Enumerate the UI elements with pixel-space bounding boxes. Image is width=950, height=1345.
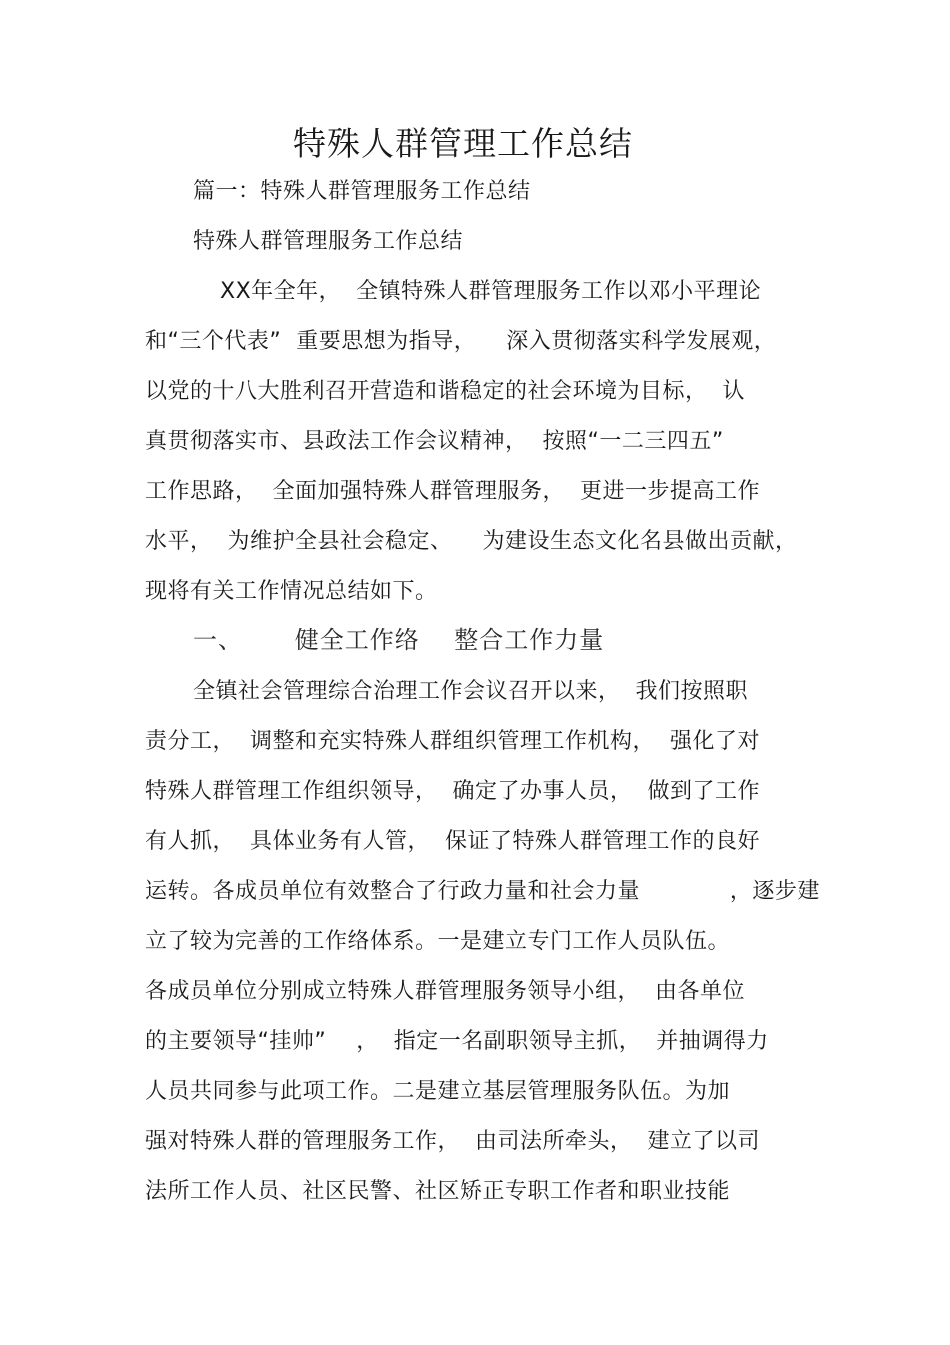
paragraph-line: 立了较为完善的工作络体系。一是建立专门工作人员队伍。	[145, 929, 731, 954]
paragraph-line: 人员共同参与此项工作。二是建立基层管理服务队伍。为加	[145, 1079, 731, 1104]
paragraph-line: 责分工， 调整和充实特殊人群组织管理工作机构， 强化了对	[145, 729, 760, 754]
paragraph-line: 法所工作人员、社区民警、社区矫正专职工作者和职业技能	[145, 1179, 731, 1204]
paragraph-line: 工作思路， 全面加强特殊人群管理服务， 更进一步提高工作	[145, 479, 760, 504]
paragraph-line: 各成员单位分别成立特殊人群管理服务领导小组， 由各单位	[145, 979, 745, 1004]
subtitle-line: 特殊人群管理服务工作总结	[193, 229, 464, 254]
paragraph-line: 强对特殊人群的管理服务工作， 由司法所牵头， 建立了以司	[145, 1129, 760, 1154]
paragraph-line: 特殊人群管理工作组织领导， 确定了办事人员， 做到了工作	[145, 779, 760, 804]
paragraph-line: 真贯彻落实市、县政法工作会议精神， 按照“一二三四五”	[145, 429, 724, 454]
document-title: 特殊人群管理工作总结	[293, 124, 633, 163]
paragraph-line: 全镇社会管理综合治理工作会议召开以来， 我们按照职	[193, 679, 748, 704]
paragraph-line: 运转。各成员单位有效整合了行政力量和社会力量 ，逐步建	[145, 879, 820, 904]
paragraph-line: 以党的十八大胜利召开营造和谐稳定的社会环境为目标， 认	[145, 379, 745, 404]
paragraph-line: 水平， 为维护全县社会稳定、 为建设生态文化名县做出贡献，	[145, 529, 798, 554]
paragraph-line: XX年全年， 全镇特殊人群管理服务工作以邓小平理论	[220, 279, 762, 304]
subtitle-line: 篇一：特殊人群管理服务工作总结	[193, 179, 531, 204]
paragraph-line: 的主要领导“挂帅” ， 指定一名副职领导主抓， 并抽调得力	[145, 1029, 769, 1054]
section-heading: 一、 健全工作络 整合工作力量	[193, 626, 605, 654]
paragraph-line: 现将有关工作情况总结如下。	[145, 579, 438, 604]
paragraph-line: 和“三个代表” 重要思想为指导， 深入贯彻落实科学发展观，	[145, 329, 777, 354]
paragraph-line: 有人抓， 具体业务有人管， 保证了特殊人群管理工作的良好	[145, 829, 760, 854]
